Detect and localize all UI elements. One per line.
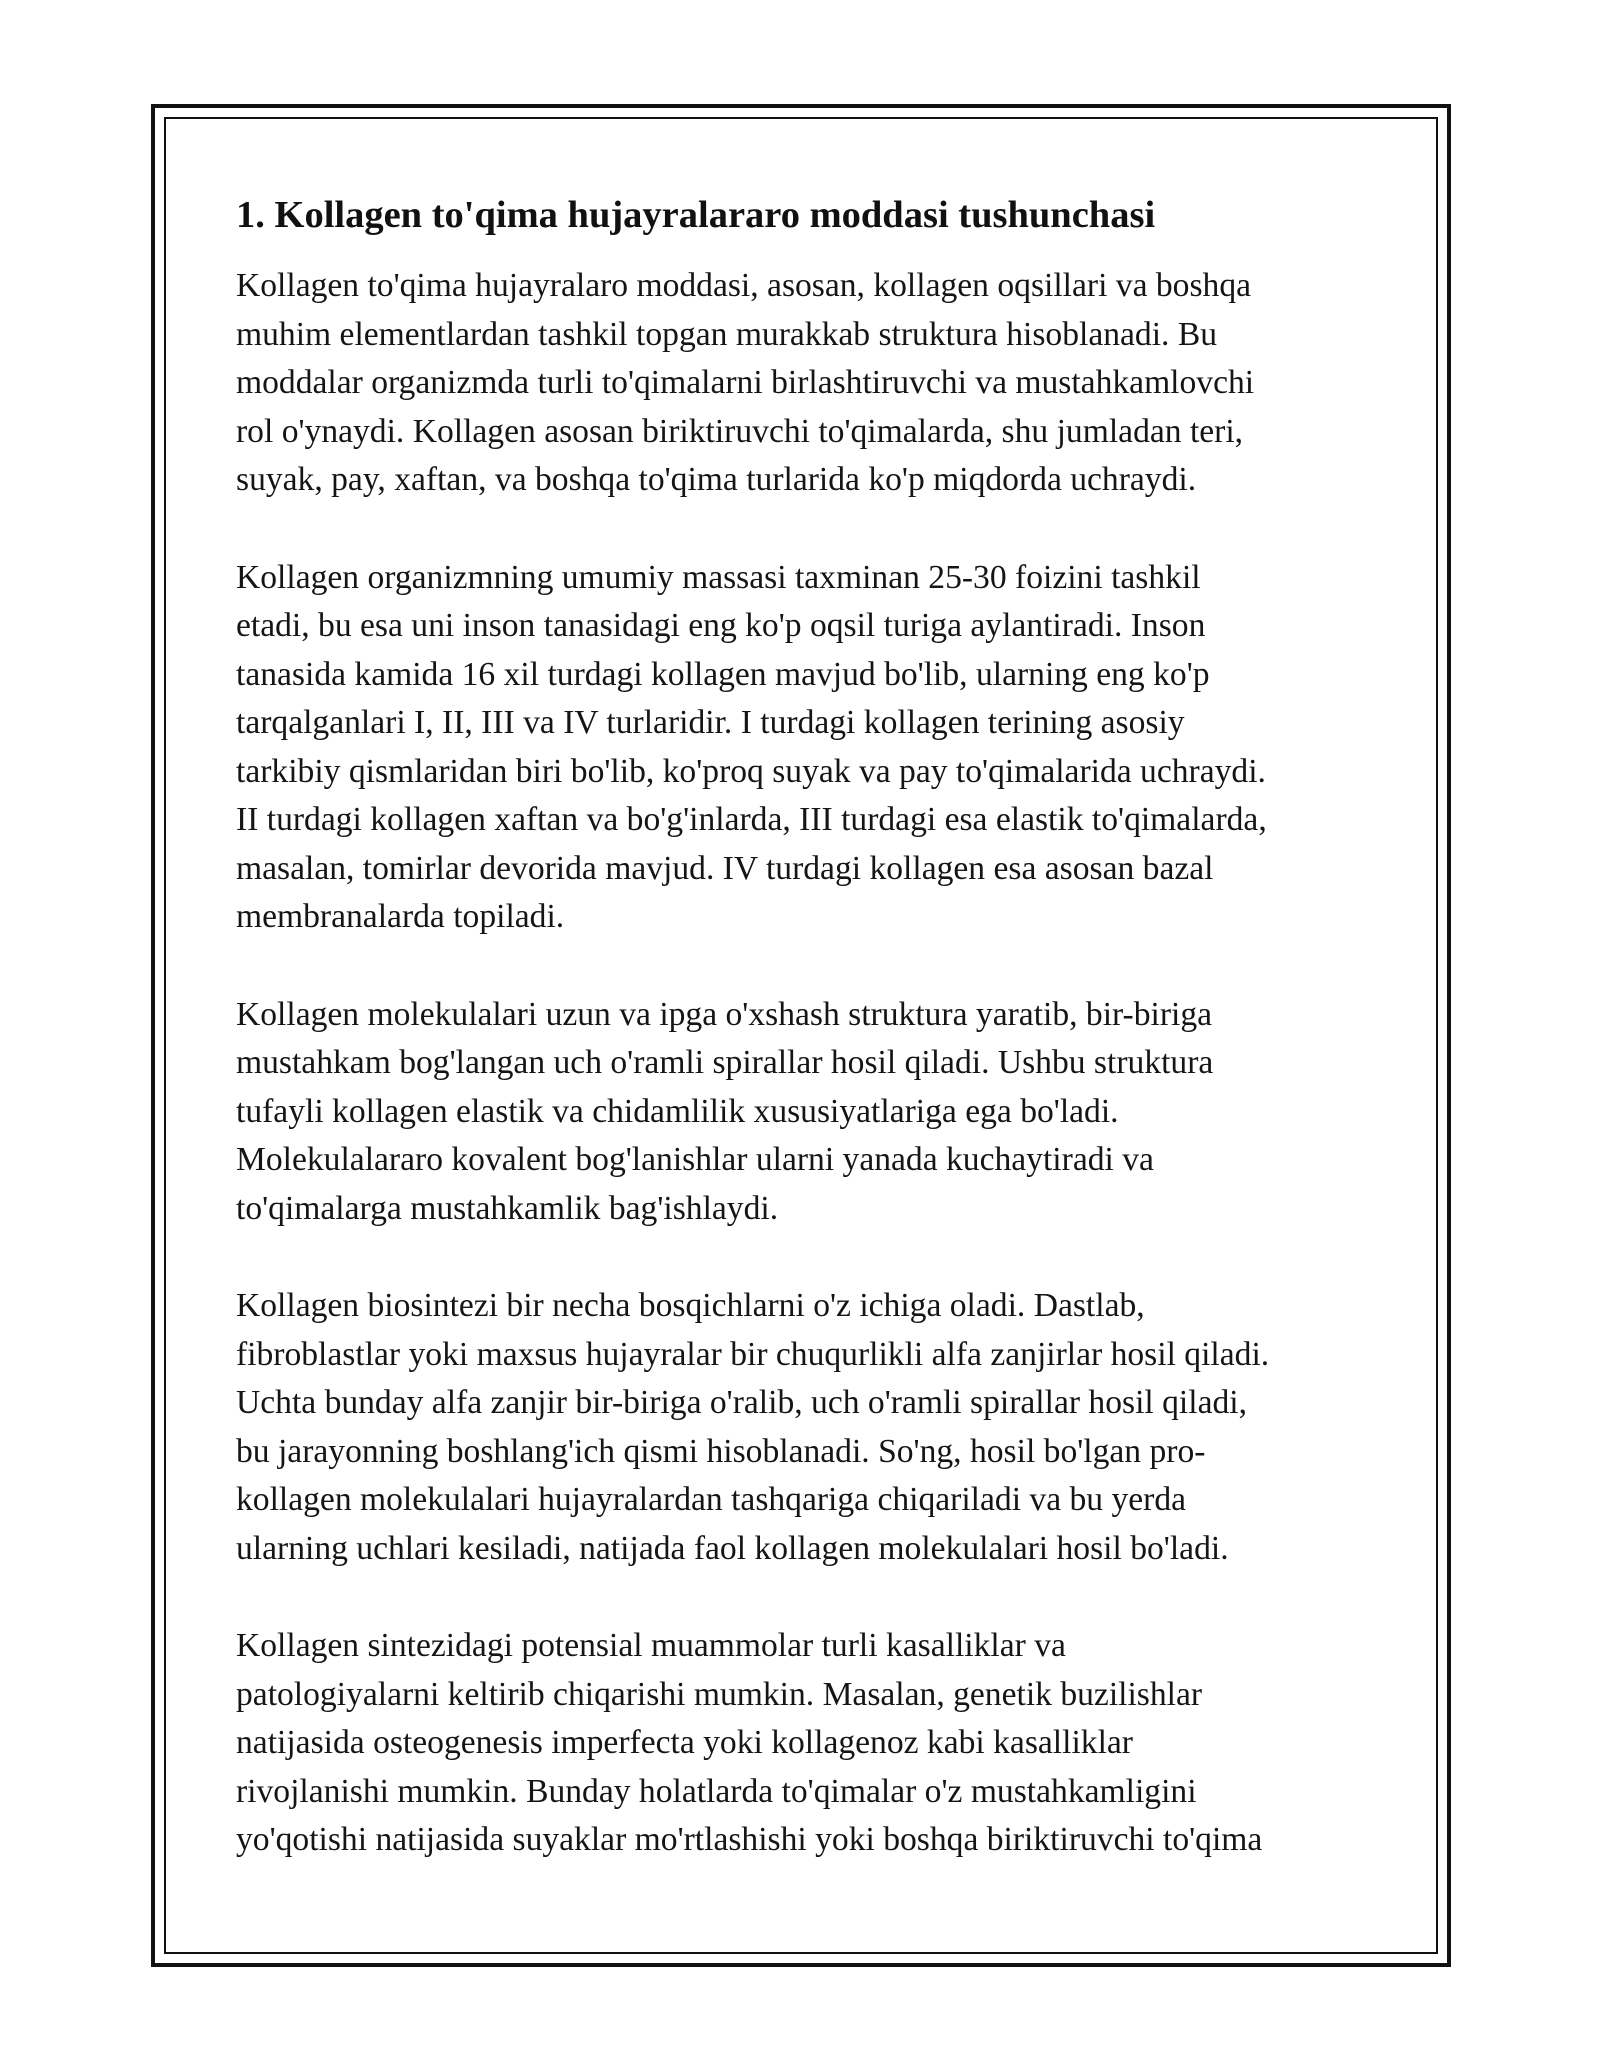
paragraph-2 [236, 554, 1376, 942]
text-line: tanasida kamida 16 xil turdagi kollagen mavjud bo'lib, ularning eng ko'p [236, 655, 1210, 693]
paragraph-1 [236, 262, 1376, 505]
text-line: membranalarda topiladi. [236, 898, 565, 935]
text-line: kollagen molekulalari hujayralardan tashqariga chiqariladi va bu yerda [236, 1481, 1187, 1518]
text-line: II turdagi kollagen xaftan va bo'g'inlarda, III turdagi esa elastik to'qimalarda, [236, 801, 1267, 838]
paragraph-5 [236, 1622, 1376, 1865]
text-line: tarkibiy qismlaridan biri bo'lib, ko'proq suyak va pay to'qimalarida uchraydi. [236, 752, 1266, 790]
text-line: muhim elementlardan tashkil topgan murakkab struktura hisoblanadi. Bu [236, 315, 1218, 353]
text-line: patologiyalarni keltirib chiqarishi mumkin. Masalan, genetik buzilishlar [236, 1675, 1203, 1713]
text-line: Kollagen biosintezi bir necha bosqichlarni o'z ichiga oladi. Dastlab, [236, 1287, 1145, 1324]
text-line: suyak, pay, xaftan, va boshqa to'qima turlarida ko'p miqdorda uchraydi. [236, 461, 1197, 498]
text-line: Molekulalararo kovalent bog'lanishlar ularni yanada kuchaytiradi va [236, 1141, 1154, 1178]
section-title: 1. Kollagen to'qima hujayralararo moddasi tushunchasi [236, 194, 1156, 236]
text-line: bu jarayonning boshlang'ich qismi hisoblanadi. So'ng, hosil bo'lgan pro- [236, 1432, 1206, 1470]
paragraph-3 [236, 991, 1376, 1234]
text-line: Uchta bunday alfa zanjir bir-biriga o'ralib, uch o'ramli spirallar hosil qiladi, [236, 1384, 1247, 1421]
text-line: natijasida osteogenesis imperfecta yoki kollagenoz kabi kasalliklar [236, 1724, 1133, 1761]
text-line: fibroblastlar yoki maxsus hujayralar bir chuqurlikli alfa zanjirlar hosil qiladi. [236, 1335, 1270, 1373]
text-line: Kollagen sintezidagi potensial muammolar turli kasalliklar va [236, 1627, 1066, 1664]
text-line: masalan, tomirlar devorida mavjud. IV turdagi kollagen esa asosan bazal [236, 849, 1214, 887]
paragraph-4 [236, 1282, 1376, 1573]
document-body [236, 190, 1376, 1914]
text-line: Kollagen to'qima hujayralaro moddasi, asosan, kollagen oqsillari va boshqa [236, 267, 1252, 304]
text-line: etadi, bu esa uni inson tanasidagi eng ko'p oqsil turiga aylantiradi. Inson [236, 607, 1206, 644]
text-line: Kollagen organizmning umumiy massasi taxminan 25-30 foizini tashkil [236, 558, 1201, 596]
text-line: ularning uchlari kesiladi, natijada faol kollagen molekulalari hosil bo'ladi. [236, 1529, 1229, 1567]
text-line: mustahkam bog'langan uch o'ramli spirallar hosil qiladi. Ushbu struktura [236, 1044, 1214, 1081]
text-line: Kollagen molekulalari uzun va ipga o'xshash struktura yaratib, bir-biriga [236, 995, 1213, 1033]
text-line: rivojlanishi mumkin. Bunday holatlarda to'qimalar o'z mustahkamligini [236, 1772, 1197, 1810]
text-line: tufayli kollagen elastik va chidamlilik xususiyatlariga ega bo'ladi. [236, 1092, 1119, 1130]
text-line: tarqalganlari I, II, III va IV turlaridir. I turdagi kollagen terining asosiy [236, 704, 1185, 741]
text-line: moddalar organizmda turli to'qimalarni birlashtiruvchi va mustahkamlovchi [236, 364, 1255, 401]
text-line: rol o'ynaydi. Kollagen asosan biriktiruvchi to'qimalarda, shu jumladan teri, [236, 412, 1244, 450]
text-line: to'qimalarga mustahkamlik bag'ishlaydi. [236, 1189, 779, 1227]
text-line: yo'qotishi natijasida suyaklar mo'rtlashishi yoki boshqa biriktiruvchi to'qima [236, 1821, 1263, 1858]
